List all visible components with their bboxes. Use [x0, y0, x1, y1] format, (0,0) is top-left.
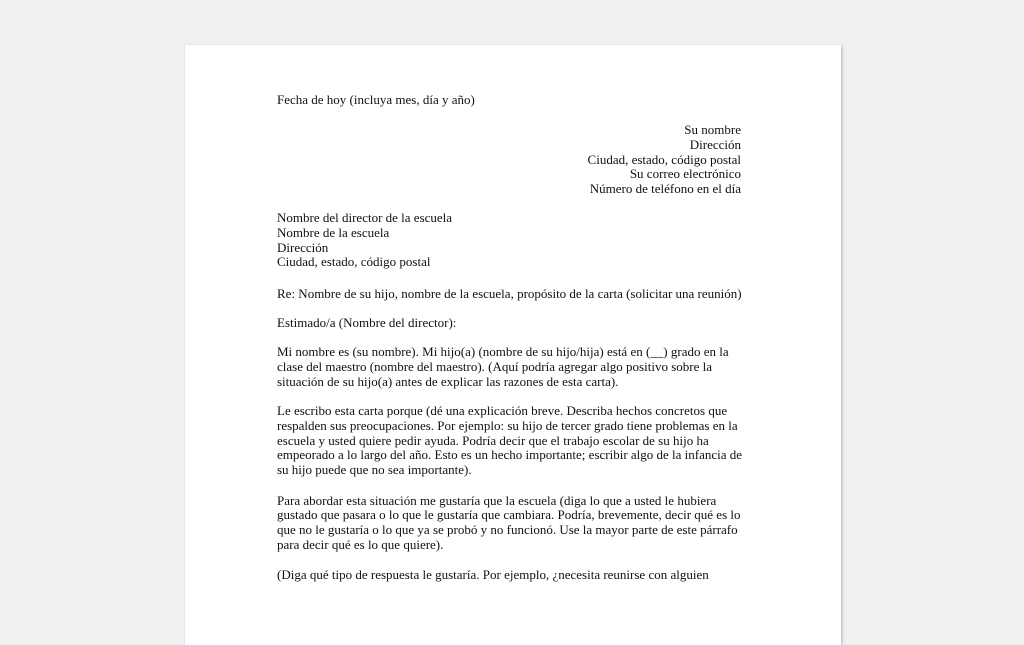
recipient-block	[277, 211, 741, 270]
text-line: respalden sus preocupaciones. Por ejemplo: su hijo de tercer grado tiene problemas en la	[277, 417, 738, 433]
text-line: Nombre de la escuela	[277, 224, 390, 240]
text-line: Nombre del director de la escuela	[277, 210, 453, 225]
text-line: que no le gustaría o lo que ya se probó y no funcionó. Use la mayor parte de este párrafo	[277, 522, 738, 537]
text-line: clase del maestro (nombre del maestro). (Aquí podría agregar algo positivo sobre la	[277, 358, 712, 374]
text-line: Dirección	[689, 136, 741, 152]
paragraph-4	[277, 568, 741, 583]
text-line: Mi nombre es (su nombre). Mi hijo(a) (nombre de su hijo/hija) está en (__) grado en la	[277, 344, 729, 359]
text-line: escuela y usted quiere pedir ayuda. Podría decir que el trabajo escolar de su hijo ha	[277, 432, 709, 448]
text-line: Su correo electrónico	[629, 166, 741, 182]
text-line: Ciudad, estado, código postal	[587, 151, 741, 167]
text-line: Para abordar esta situación me gustaría que la escuela (diga lo que a usted le hubiera	[277, 492, 717, 508]
text-line: Número de teléfono en el día	[589, 181, 741, 196]
subject-line	[277, 287, 741, 302]
date-line	[277, 93, 741, 108]
text-line: su hijo puede que no sea importante).	[277, 462, 472, 477]
text-line: Su nombre	[684, 122, 741, 137]
sender-block	[277, 123, 741, 197]
salutation	[277, 316, 741, 331]
document-page	[185, 45, 841, 645]
text-line: gustado que pasara o lo que le gustaría que cambiara. Podría, brevemente, decir qué es lo	[277, 507, 741, 523]
subject-text: Re: Nombre de su hijo, nombre de la escuela, propósito de la carta (solicitar una reunión)	[277, 286, 742, 301]
text-line: Le escribo esta carta porque (dé una explicación breve. Describa hechos concretos que	[277, 403, 728, 418]
paragraph-3	[277, 494, 741, 553]
text-line: (Diga qué tipo de respuesta le gustaría. Por ejemplo, ¿necesita reunirse con alguien	[277, 567, 709, 582]
paragraph-1	[277, 345, 741, 389]
text-line: situación de su hijo(a) antes de explicar las razones de esta carta).	[277, 373, 619, 389]
text-line: para decir qué es lo que quiere).	[277, 536, 444, 552]
paragraph-2	[277, 404, 741, 478]
text-line: empeorado a lo largo del año. Esto es un hecho importante; escribir algo de la infancia de	[277, 447, 743, 463]
date-text: Fecha de hoy (incluya mes, día y año)	[277, 92, 475, 107]
text-line: Ciudad, estado, código postal	[277, 254, 431, 270]
salutation-text: Estimado/a (Nombre del director):	[277, 315, 457, 330]
text-line: Dirección	[277, 239, 329, 255]
